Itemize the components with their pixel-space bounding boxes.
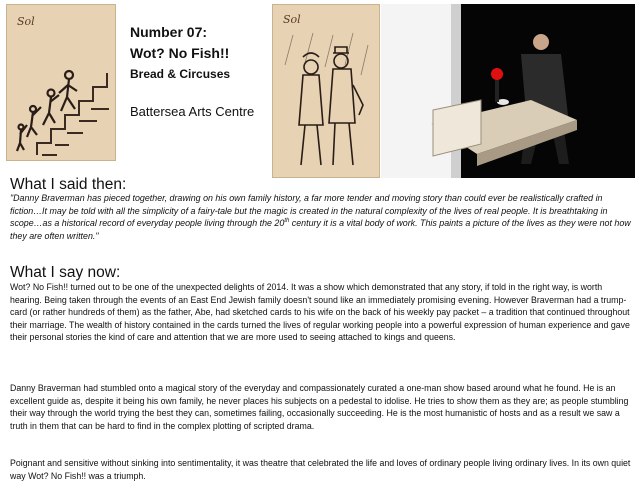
say-now-paragraph-1: Wot? No Fish!! turned out to be one of the unexpected delights of 2014. It was a show which demonstrated that any story, if told in the right way, is worth hearing. Being taken through the events of an East End Jewish family doesn't sound like an immediately promising evening. However Braverman had a trump-card (or rather hundreds of them) as the father, Abe, had sketched cards to his wife on the back of his weekly pay packet – a tradition that continued throughout their marriage. The wealth of history contained in the cards turned the lives of regular working people into a powerful expression of human experience and gave their personal stories the kind of care and attention that we are more used to seeing attached to kings and queens. <box>10 282 630 343</box>
said-then-heading: What I said then: <box>10 176 127 193</box>
quote-part-b: century it is a vital body of work. This paints a picture of the lives as they were not how they are often written." <box>10 218 631 241</box>
performance-photo <box>381 4 635 178</box>
quote-part-a: "Danny Braverman has pieced together, drawing on his own family history, a far more tender and moving story than could ever be realistically crafted in fiction…It may be told with all the simplicity of a fairy-tale but the magic is created in the natural complexity of the lives of real people. It is breathtaking in scope…as a historical record of everyday people living through the 20 <box>10 193 608 228</box>
svg-text:Sol: Sol <box>283 13 301 26</box>
card1-drawing <box>7 5 115 160</box>
venue-name: Battersea Arts Centre <box>130 104 255 119</box>
production-number: Number 07: <box>130 24 208 40</box>
quote-superscript: th <box>284 218 290 225</box>
stage-photo-drawing <box>381 4 635 178</box>
sketch-card-couple-image <box>272 4 380 178</box>
company-name: Bread & Circuses <box>130 67 231 81</box>
card2-drawing <box>273 5 379 177</box>
svg-text:Sol: Sol <box>17 15 35 28</box>
sketch-card-stairs-image <box>6 4 116 161</box>
show-title: Wot? No Fish!! <box>130 45 230 61</box>
say-now-paragraph-3: Poignant and sensitive without sinking into sentimentality, it was theatre that celebrated the life and loves of ordinary people living ordinary lives. In its own quiet way Wot? No Fish!! was a triumph. <box>10 458 631 481</box>
say-now-heading: What I say now: <box>10 264 121 281</box>
said-then-quote <box>10 192 632 242</box>
say-now-paragraph-2: Danny Braverman had stumbled onto a magical story of the everyday and compassionately curated a one-man show based around what he found. He is an excellent guide as, despite it being his own family, he never places his subjects on a pedestal to idolise. He tries to show them as they are; as people stumbling their way through the world trying the best they can, sometimes failing, occasionally succeeding. He is the most humanistic of hosts and as a result we saw a truth in them that can be hard to find in the complex plotting of scripted drama. <box>10 383 629 431</box>
